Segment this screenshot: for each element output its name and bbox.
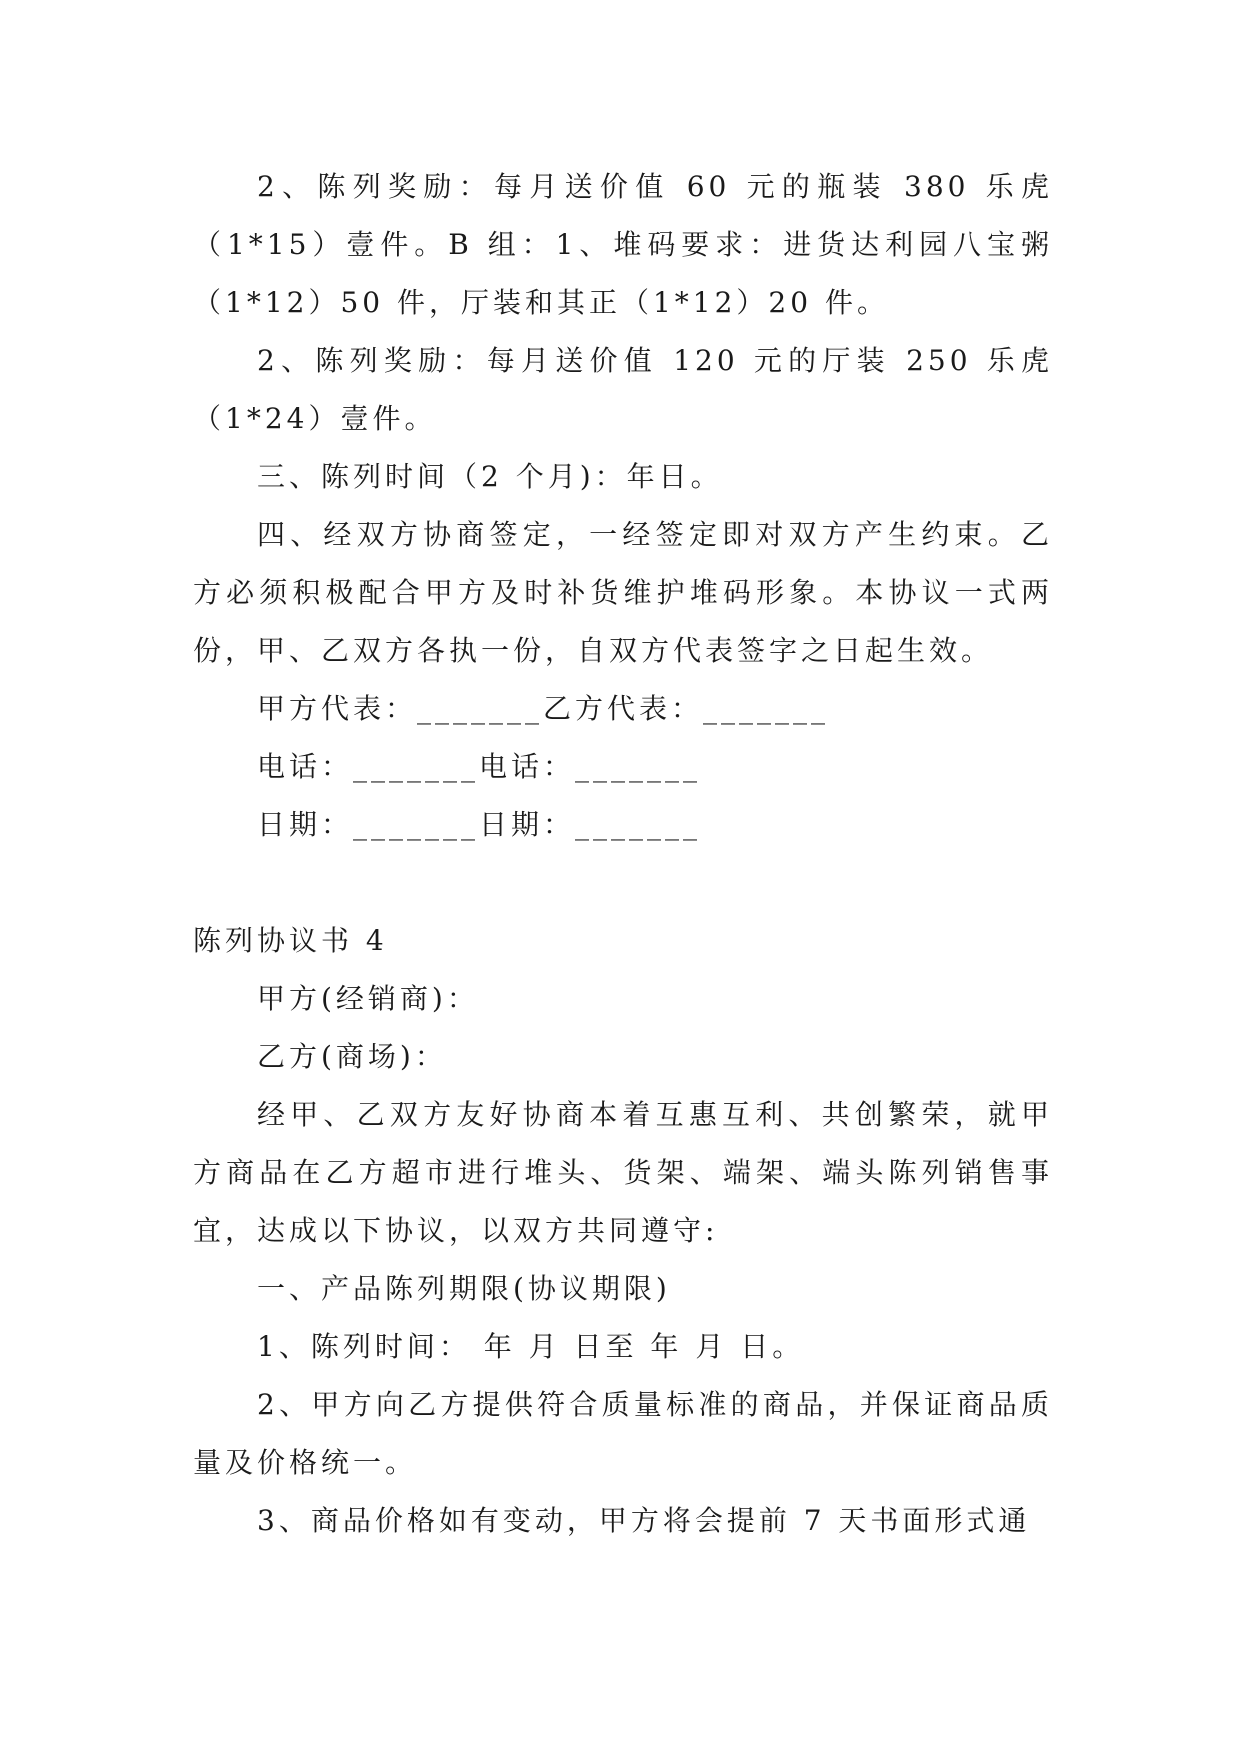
party-a-line: 甲方(经销商)： (257, 982, 479, 1015)
section-title: 陈列协议书 4 (193, 924, 388, 957)
clause-price-change: 3、商品价格如有变动，甲方将会提前 7 天书面形式通 (257, 1504, 1031, 1537)
signature-representatives: 甲方代表：_______乙方代表：_______ (257, 692, 830, 725)
signature-date: 日期：_______日期：_______ (257, 808, 702, 841)
paragraph-preamble: 经甲、乙双方友好协商本着互惠互利、共创繁荣，就甲方商品在乙方超市进行堆头、货架、端架、端头陈列销售事宜，达成以下协议，以双方共同遵守: (193, 1098, 1053, 1247)
clause-display-time: 1、陈列时间： 年 月 日至 年 月 日。 (257, 1330, 805, 1363)
paragraph-agreement-terms: 四、经双方协商签定，一经签定即对双方产生约束。乙方必须积极配合甲方及时补货维护堆码形象。本协议一式两份，甲、乙双方各执一份，自双方代表签字之日起生效。 (193, 518, 1053, 667)
signature-phone: 电话：_______电话：_______ (257, 750, 702, 783)
party-b-line: 乙方(商场)： (257, 1040, 447, 1073)
section-spacer (193, 854, 1053, 912)
document-body (193, 158, 1053, 1550)
paragraph-display-reward-b: 2、陈列奖励：每月送价值 120 元的厅装 250 乐虎（1*24）壹件。 (193, 344, 1053, 435)
heading-display-term: 一、产品陈列期限(协议期限) (257, 1272, 671, 1305)
clause-quality: 2、甲方向乙方提供符合质量标准的商品，并保证商品质量及价格统一。 (193, 1388, 1053, 1479)
paragraph-display-period: 三、陈列时间（2 个月)：年日。 (257, 460, 723, 493)
paragraph-display-reward-a: 2、陈列奖励：每月送价值 60 元的瓶装 380 乐虎（1*15）壹件。B 组：1、堆码要求：进货达利园八宝粥（1*12）50 件，厅装和其正（1*12）20 件。 (193, 170, 1053, 319)
